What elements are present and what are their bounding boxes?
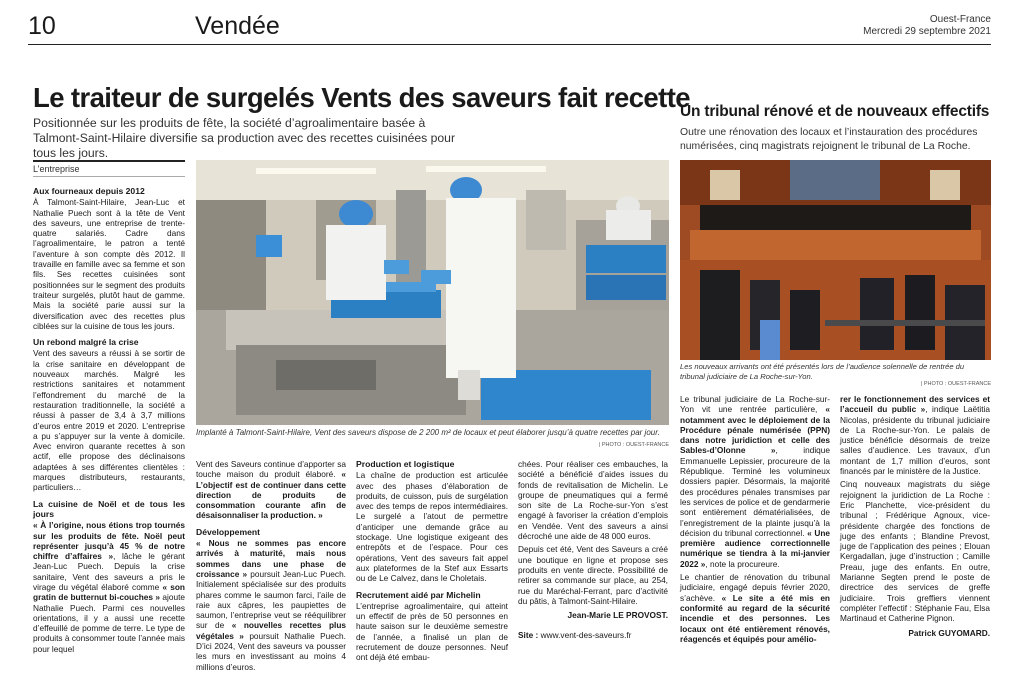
quote-conformite: « Le site a été mis en conformité au regard de la sécurité incendie et des personnes. Les locaux ont été entièrement rénovés, réagencés et équipés pour amélio-	[680, 592, 830, 644]
subhead-rebond: Un rebond malgré la crise	[33, 337, 139, 348]
kitchen-photo-caption	[196, 428, 669, 450]
paragraph-recrutement: L’entreprise agroalimentaire, qui atteint un effectif de près de 50 personnes en haute saison sur le deuxième semestre de l’année, a finalisé un plan de recrutement de douze personnes. Neuf ont déjà été embau-	[356, 600, 508, 663]
quote-audience: « Une première audience correctionnelle numérique se tiendra à la mi-janvier 2022 »	[680, 527, 830, 569]
text-rentree-a: Le tribunal judiciaire de La Roche-sur-Yon vit une rentrée particulière,	[680, 394, 830, 415]
website-line	[518, 630, 668, 640]
paragraph-fourneaux: À Talmont-Saint-Hilaire, Jean-Luc et Nathalie Puech sont à la tête de Vent des saveurs, une entreprise de trente-quatre salariés. Cadre dans l’agroalimentaire, le patron a tenté l’aventure à son compte dès 2012. Il travaille en famille avec sa femme et son fils. Ses recettes cuisinées sont positionnées sur le segment des produits traiteur surgelés, plutôt haut de gamme. Mais la société parie aussi sur la diversification avec des recettes plus ciblées sur la cuisine de tous les jours.	[33, 197, 185, 331]
text-developpement-a: poursuit Jean-Luc Puech. Initialement spécialisée sur des produits phares comme le saumon farci, l’aile de raie aux câpres, les paupiettes de saumon, l’entreprise veut se rééquilibrer sur de	[196, 568, 346, 631]
tribunal-standfirst: Outre une rénovation des locaux et l’instauration des procédures numérisées, cinq magistrats rejoignent le tribunal de La Roche.	[680, 127, 978, 152]
courtroom-photo-credit: | PHOTO : OUEST-FRANCE	[920, 380, 991, 387]
paragraph-saveurs	[196, 459, 346, 521]
page-number: 10	[28, 12, 56, 40]
kicker-rule-bottom	[33, 176, 185, 177]
quote-gratin: « son gratin de butternut bi-couches »	[33, 581, 185, 603]
paragraph-magistrats: Cinq nouveaux magistrats du siège rejoignent la juridiction de La Roche : Eric Planchette, vice-président du tribunal ; Frédérique Agnoux, vice-présidente chargée des fonctions de juge des enfants ; Blandine Prevost, juge de l’application des peines ; Elouan Kergadallan, juge d’instruction ; Camille Preau, juge des enfants. En outre, Marianne Segten prend le poste de directrice des services de greffe judiciaire. Trois greffiers viennent compléter l’effectif : Stéphanie Fau, Elsa Martinaud et Catherine Pignon.	[840, 479, 990, 624]
courtroom-photo-illustration	[680, 160, 991, 360]
kicker-label: L’entreprise	[33, 164, 80, 174]
paragraph-noel	[33, 520, 185, 654]
kitchen-caption-text: Implanté à Talmont-Saint-Hilaire, Vent des saveurs dispose de 2 200 m² de locaux et peut élaborer jusqu’à quatre recettes par jour.	[196, 428, 660, 437]
publication-date: Mercredi 29 septembre 2021	[863, 26, 991, 37]
quote-origine: « À l’origine, nous étions trop tournés sur les produits de fête. Noël peut représenter jusqu’à 45 % de notre chiffre d’affaires »	[33, 520, 185, 562]
courtroom-photo-caption	[680, 362, 991, 389]
column-4	[518, 459, 668, 644]
text-saveurs: Vent des Saveurs continue d’apporter sa touche maison du produit élaboré.	[196, 459, 346, 480]
author-right: Patrick GUYOMARD.	[908, 627, 990, 638]
text-developpement-b: poursuit Nathalie Puech. D’ici 2024, Vent des saveurs va pousser les murs en investissant au moins 4 millions d’euros.	[196, 630, 346, 672]
author-left: Jean-Marie LE PROVOST.	[567, 610, 668, 621]
site-link[interactable]: www.vent-des-saveurs.fr	[540, 630, 632, 641]
paragraph-chantier	[680, 572, 830, 644]
column-2	[196, 459, 346, 675]
paragraph-developpement	[196, 538, 346, 672]
text-chantier: Le chantier de rénovation du tribunal judiciaire, engagé depuis février 2020, s’achève.	[680, 572, 830, 603]
quote-vegetales: « nouvelles recettes plus végétales »	[196, 620, 346, 641]
courtroom-photo	[680, 160, 991, 360]
publication-name: Ouest-France	[929, 14, 991, 25]
paragraph-boutique: Depuis cet été, Vent des Saveurs a créé une boutique en ligne et propose ses produits en vente directe. Possibilité de retirer sa commande sur place, au 254, rue du Maréchal-Ferrant, parc d’activité du pâtis, à Talmont-Saint-Hilaire.	[518, 544, 668, 606]
kitchen-photo	[196, 160, 669, 425]
paragraph-rentree	[680, 394, 830, 569]
paragraph-production: La chaîne de production est articulée avec des phases d’élaboration de produits, de cuisson, puis de surgélation avec des temps de repos intermédiaires. Le surgelé a l’atout de permettre d’anticiper une demande grâce au stockage. Une logistique exigeant des entrepôts et de l’espace. Pour ces opérations, Vent des saveurs fait appel aux plateformes de la Stef aux Essarts ou de Le Calvez, dans le Choletais.	[356, 470, 508, 584]
kitchen-photo-illustration	[196, 160, 669, 425]
column-3	[356, 459, 508, 666]
quote-maturite: « Nous ne sommes pas encore arrivés à maturité, mais nous sommes dans une phase de croissance »	[196, 538, 346, 579]
text-noel-a: , lâche le gérant Jean-Luc Puech. Depuis la crise sanitaire, Vent des saveurs a pris le virage du végétal élaboré comme	[33, 551, 185, 592]
paragraph-fonctionnement	[840, 394, 990, 476]
quote-objectif: « L’objectif est de continuer dans cette direction de produits de consommation courante afin de désaisonnaliser la production. »	[196, 469, 346, 521]
quote-fonctionnement: rer le fonctionnement des services et l’accueil du public »	[840, 394, 990, 415]
text-fonctionnement: , indique Laëtitia Nicolas, présidente du tribunal judiciaire de La Roche-sur-Yon. Le palais de justice bénéficie désormais de treize salles d’audience. Les travaux, d’un montant de 1,7 million d’euros, sont financés par le ministère de la Justice.	[840, 404, 990, 477]
subhead-fourneaux: Aux fourneaux depuis 2012	[33, 186, 145, 196]
paragraph-rebond: Vent des saveurs a réussi à se sortir de la crise sanitaire en développant de nouveaux marchés. Malgré les restrictions sanitaires et notamment l’effondrement du marché de la restauration traditionnelle, la société a réussi à passer de 3,4 à 3,7 millions d’euros entre 2019 et 2020. L’entreprise a pu s’appuyer sur la vente à domicile. Avec environ quarante recettes à son actif, elle propose des déclinaisons adaptées à ses différentes clientèles : marques distributeurs, restaurants, particuliers…	[33, 348, 185, 493]
text-rentree-b: , indique Emmanuelle Lepissier, procureure de la République. Terminé les volumineux dossiers papier. Désormais, la majorité des procédures pénales transmises par les services de police et de gendarmerie sont entièrement dématérialisées, de l’enregistrement de la plainte jusqu’à la décision du tribunal correctionnel.	[680, 445, 831, 538]
text-rentree-c: , note la procureure.	[705, 558, 780, 569]
column-1	[33, 186, 185, 686]
column-6	[840, 394, 990, 638]
subhead-noel: La cuisine de Noël et de tous les jours	[33, 498, 185, 519]
tribunal-headline: Un tribunal rénové et de nouveaux effectifs	[680, 103, 990, 120]
publication-info	[863, 14, 991, 38]
article-headline: Le traiteur de surgelés Vents des saveurs fait recette	[33, 82, 690, 113]
kitchen-photo-credit: | PHOTO : OUEST-FRANCE	[598, 442, 669, 448]
paragraph-embauches: chées. Pour réaliser ces embauches, la société a bénéficié d’aides issues du fonds de revitalisation de Michelin. Le groupe de pneumatiques qui a fermé son site de La Roche-sur-Yon s’est engagé à favoriser la création d’emplois en Vendée. Vent des saveurs a ainsi décroché une aide de 48 000 euros.	[518, 459, 668, 542]
quote-ppn: « notamment avec le déploiement de la Procédure pénale numérisée (PPN) dans notre juridiction et celle des Sables-d’Olonne »	[680, 404, 830, 456]
section-title: Vendée	[195, 12, 280, 40]
site-label: Site :	[518, 630, 539, 641]
article-standfirst: Positionnée sur les produits de fête, la société d’agroalimentaire basée à Talmont-Saint-Hilaire diversifie sa production avec des recettes cuisinées pour tous les jours.	[33, 116, 456, 160]
column-5	[680, 394, 830, 647]
subhead-developpement: Développement	[196, 526, 260, 537]
courtroom-caption-text: Les nouveaux arrivants ont été présentés lors de l’audience solennelle de rentrée du tribunal judiciaire de La Roche-sur-Yon.	[680, 362, 965, 381]
kicker-rule	[33, 160, 185, 162]
subhead-production: Production et logistique	[356, 459, 455, 469]
subhead-recrutement: Recrutement aidé par Michelin	[356, 589, 481, 600]
header-rule	[28, 44, 991, 45]
text-noel-b: ajoute Nathalie Puech. Parmi ces nouvelles orientations, il y a aussi une recette d’effeuillé de pomme de terre. Le type de produits à consommer toute l’année mais pour lequel	[33, 592, 185, 654]
